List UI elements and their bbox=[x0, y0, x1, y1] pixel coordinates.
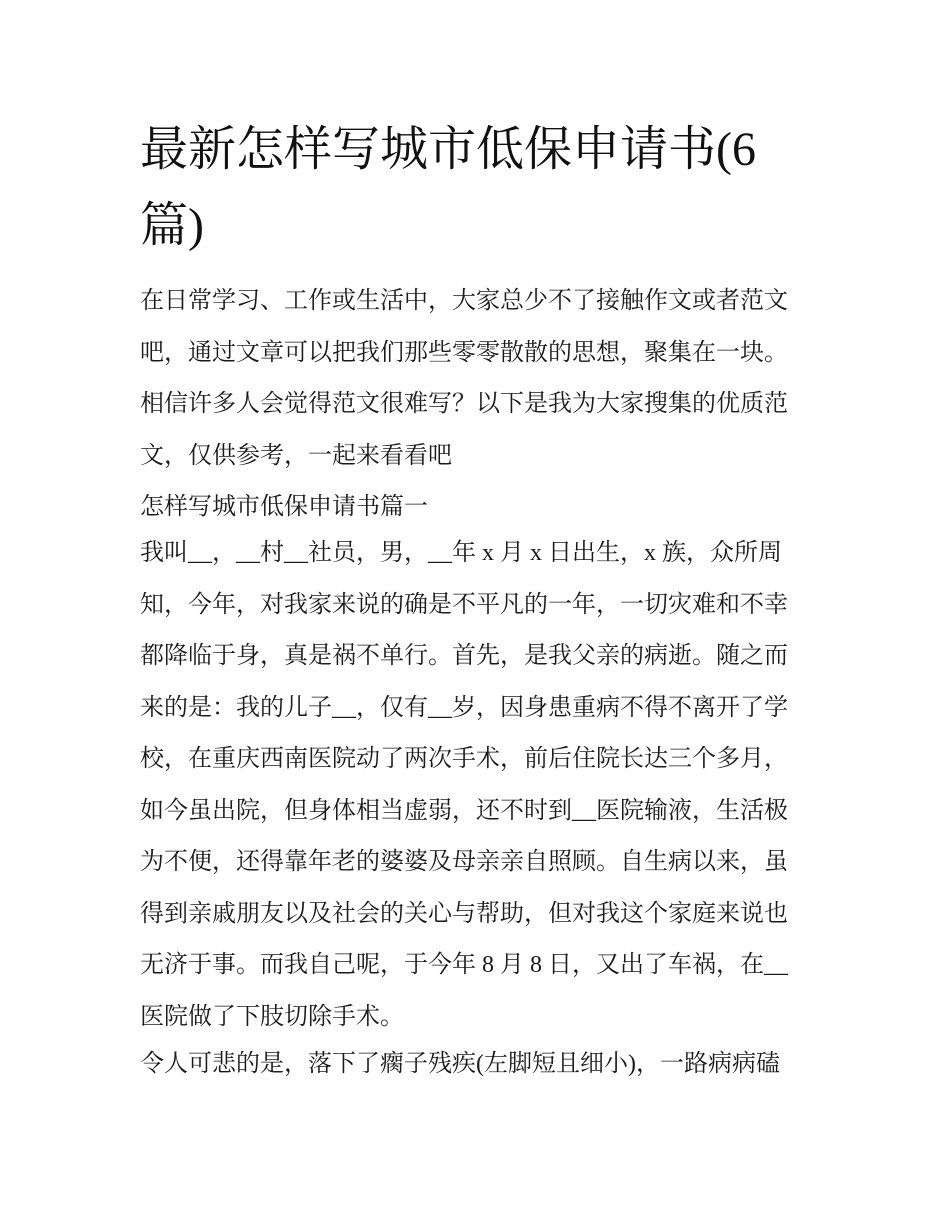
paragraph-line: 无济于事。而我自己呢，于今年 8 月 8 日，又出了车祸，在__ bbox=[140, 952, 788, 978]
paragraph-line: 为不便，还得靠年老的婆婆及母亲亲自照顾。自生病以来，虽 bbox=[140, 849, 788, 875]
intro-line: 相信许多人会觉得范文很难写？以下是我为大家搜集的优质范 bbox=[140, 391, 788, 417]
paragraph-line: 我叫__，__村__社员，男，__年 x 月 x 日出生，x 族，众所周 bbox=[140, 540, 782, 566]
document-title bbox=[140, 112, 820, 264]
intro-line: 文，仅供参考，一起来看看吧 bbox=[140, 442, 452, 469]
paragraph-line: 都降临于身，真是祸不单行。首先，是我父亲的病逝。随之而 bbox=[140, 643, 788, 669]
section-heading bbox=[140, 482, 428, 534]
paragraph-line: 校，在重庆西南医院动了两次手术，前后住院长达三个多月， bbox=[140, 746, 788, 772]
paragraph-line: 来的是：我的儿子__，仅有__岁，因身患重病不得不离开了学 bbox=[140, 694, 788, 721]
paragraph-line: 如今虽出院，但身体相当虚弱，还不时到__医院输液，生活极 bbox=[140, 797, 788, 824]
intro-paragraph bbox=[140, 276, 788, 482]
intro-line: 在日常学习、工作或生活中，大家总少不了接触作文或者范文 bbox=[140, 288, 788, 314]
paragraph-line: 知，今年，对我家来说的确是不平凡的一年，一切灾难和不幸 bbox=[140, 591, 788, 618]
paragraph-line: 令人可悲的是，落下了瘸子残疾(左脚短且细小)，一路病病磕 bbox=[140, 1051, 780, 1077]
paragraph-2 bbox=[140, 1039, 780, 1091]
intro-line: 吧，通过文章可以把我们那些零零散散的思想，聚集在一块。 bbox=[140, 339, 788, 366]
paragraph-1 bbox=[140, 528, 788, 1043]
paragraph-line: 医院做了下肢切除手术。 bbox=[140, 1003, 404, 1030]
section-heading-text: 怎样写城市低保申请书篇一 bbox=[140, 494, 428, 520]
title-line-1: 最新怎样写城市低保申请书(6 bbox=[140, 123, 756, 176]
paragraph-line: 得到亲戚朋友以及社会的关心与帮助，但对我这个家庭来说也 bbox=[140, 900, 788, 927]
title-line-2: 篇) bbox=[140, 199, 204, 252]
